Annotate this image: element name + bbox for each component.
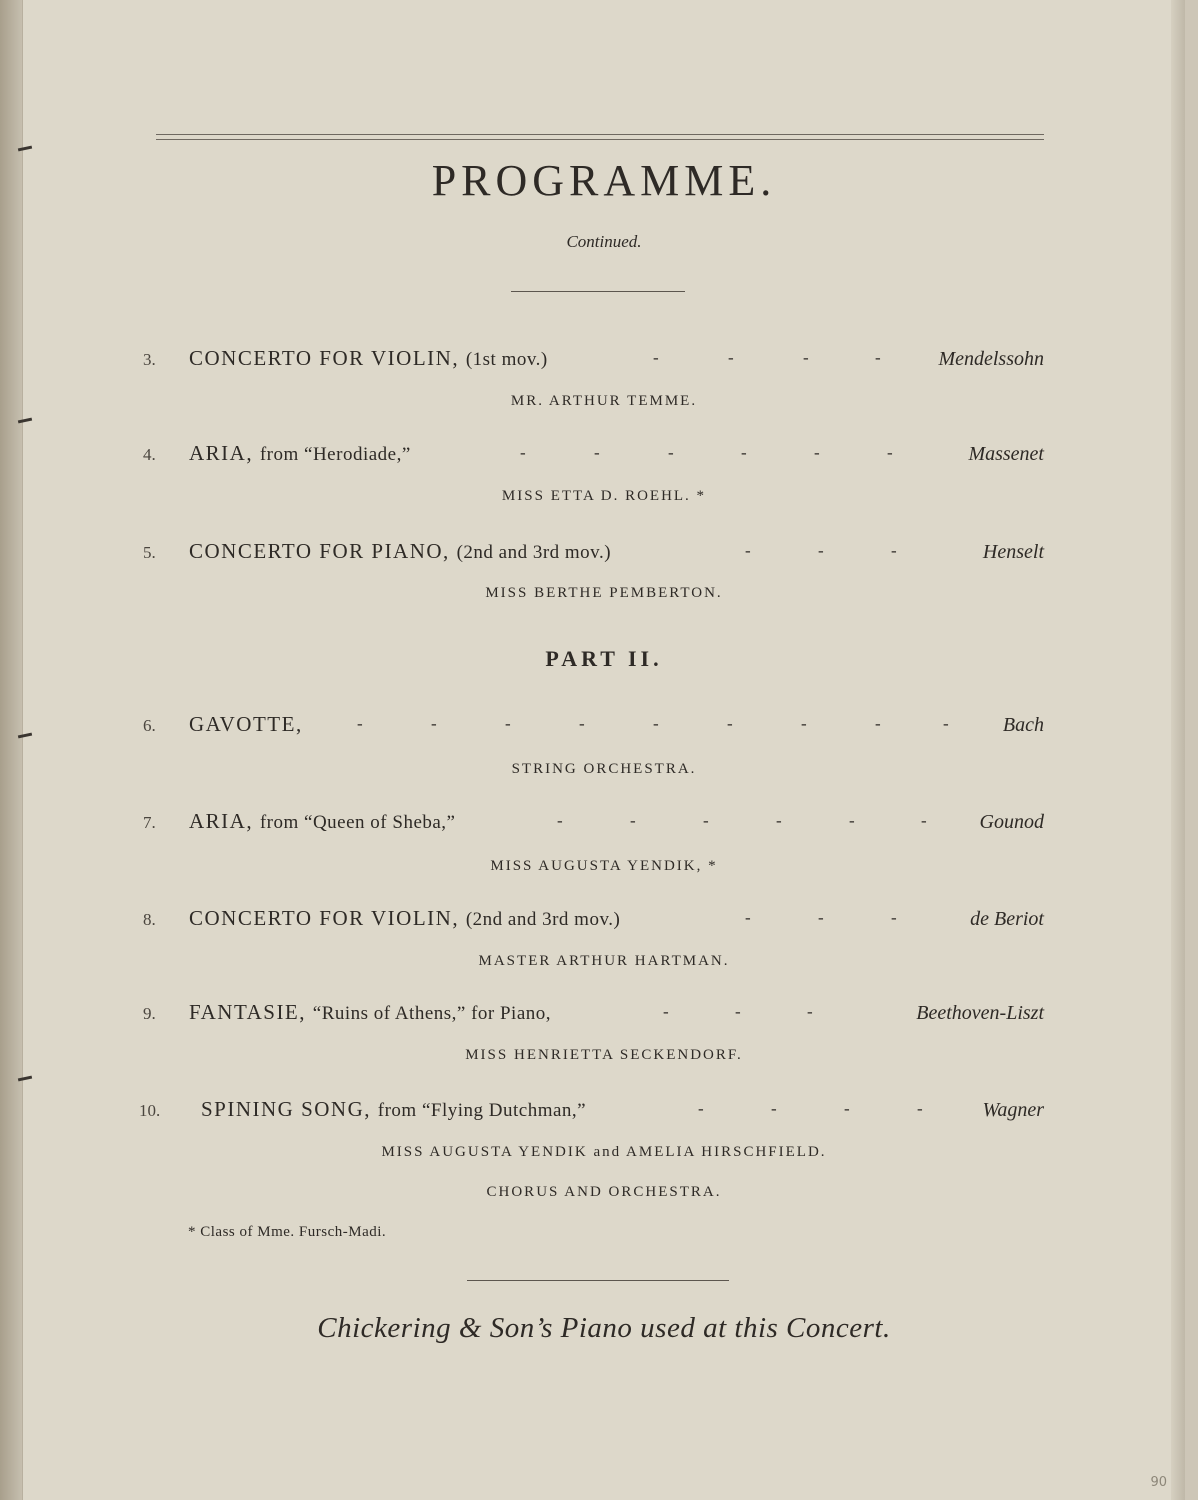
composer: Bach (1002, 714, 1044, 736)
page-mark: 90 (1150, 1475, 1167, 1490)
piece-title: ARIA, from “Queen of Sheba,” (189, 809, 456, 833)
footnote: * Class of Mme. Fursch-Madi. (188, 1224, 387, 1240)
page-edge (1171, 0, 1185, 1500)
composer: Massenet (968, 443, 1044, 465)
top-rule-second (156, 139, 1044, 140)
programme-item: 5. CONCERTO FOR PIANO, (2nd and 3rd mov.) - - - Henselt (143, 539, 1044, 563)
binding-shadow (0, 0, 22, 1500)
composer: Beethoven-Liszt (916, 1002, 1044, 1024)
piece-title: CONCERTO FOR VIOLIN, (1st mov.) (189, 346, 548, 370)
item-number: 8. (143, 910, 156, 929)
piece-title: CONCERTO FOR VIOLIN, (2nd and 3rd mov.) (189, 906, 621, 930)
piece-title: FANTASIE, “Ruins of Athens,” for Piano, (189, 1000, 552, 1024)
performer: MISS BERTHE PEMBERTON. (485, 585, 723, 601)
programme-page (22, 0, 1185, 1500)
performer: MISS ETTA D. ROEHL. * (501, 488, 707, 504)
part-heading: PART II. (545, 646, 663, 671)
item-number: 5. (143, 543, 156, 562)
piece-title: GAVOTTE, (189, 712, 303, 736)
item-number: 7. (143, 813, 156, 832)
performer: STRING ORCHESTRA. (511, 761, 697, 777)
programme-item: 4. ARIA, from “Herodiade,” - - - - - - Massenet (143, 441, 1044, 465)
item-number: 3. (143, 350, 156, 369)
piece-title: CONCERTO FOR PIANO, (2nd and 3rd mov.) (189, 539, 612, 563)
continued-subtitle: Continued. (566, 232, 642, 251)
item-number: 4. (143, 445, 156, 464)
performer: MISS HENRIETTA SECKENDORF. (465, 1047, 743, 1063)
item-number: 9. (143, 1004, 156, 1023)
composer: Henselt (982, 541, 1044, 563)
item-number: 6. (143, 716, 156, 735)
performer: MASTER ARTHUR HARTMAN. (478, 953, 730, 969)
composer: Mendelssohn (938, 348, 1044, 370)
programme-item: 8. CONCERTO FOR VIOLIN, (2nd and 3rd mov.) - - - de Beriot (143, 906, 1044, 930)
programme-item: 10. SPINING SONG, from “Flying Dutchman,” - - - - Wagner (139, 1097, 1044, 1121)
composer: Wagner (982, 1099, 1044, 1121)
composer: de Beriot (970, 908, 1044, 930)
programme-item: 3. CONCERTO FOR VIOLIN, (1st mov.) - - - - Mendelssohn (143, 346, 1044, 370)
closing-rule (467, 1280, 729, 1281)
performer-secondary: CHORUS AND ORCHESTRA. (486, 1184, 722, 1200)
performer: MISS AUGUSTA YENDIK, * (490, 858, 718, 874)
top-rule (156, 134, 1044, 135)
subtitle-rule (511, 291, 685, 292)
performer: MR. ARTHUR TEMME. (510, 393, 698, 409)
programme-item: 9. FANTASIE, “Ruins of Athens,” for Piano, - - - Beethoven-Liszt (143, 1000, 1044, 1024)
composer: Gounod (979, 811, 1044, 833)
programme-item: 6. GAVOTTE, - - - - - - - - - Bach (143, 712, 1044, 736)
programme-item: 7. ARIA, from “Queen of Sheba,” - - - - - - Gounod (143, 809, 1044, 833)
piece-title: ARIA, from “Herodiade,” (189, 441, 411, 465)
programme-title: PROGRAMME. (431, 156, 777, 205)
closing-note: Chickering & Son’s Piano used at this Concert. (317, 1312, 891, 1344)
performer: MISS AUGUSTA YENDIK and AMELIA HIRSCHFIELD. (381, 1144, 827, 1160)
piece-title: SPINING SONG, from “Flying Dutchman,” (201, 1097, 587, 1121)
item-number: 10. (139, 1101, 161, 1120)
